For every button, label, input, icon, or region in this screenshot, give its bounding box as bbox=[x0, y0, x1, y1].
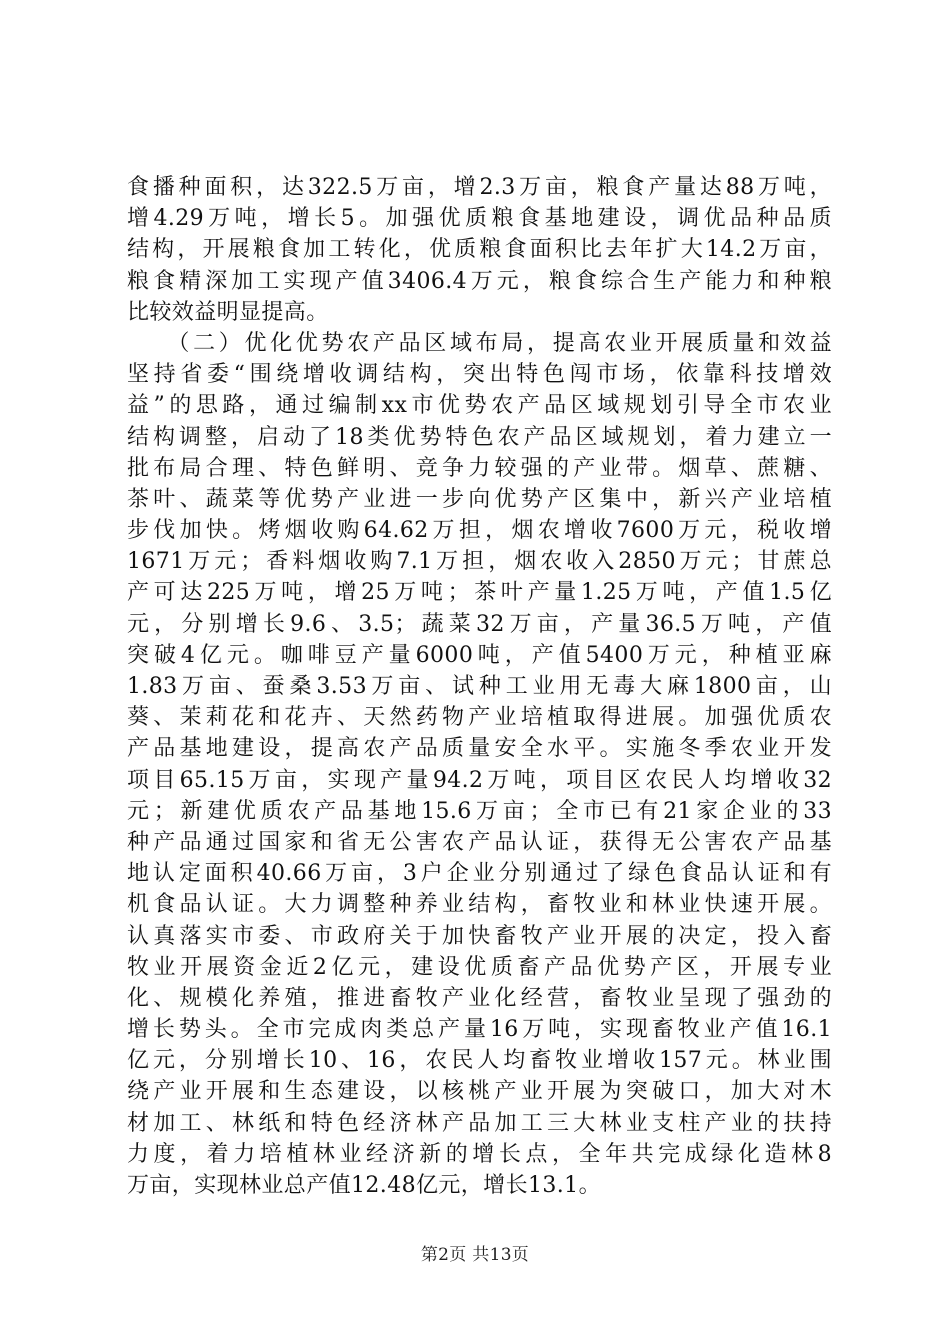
text-line-1: 食播种面积，达322.5万亩，增2.3万亩，粮食产量达88万吨， bbox=[127, 175, 832, 200]
text-line-32: 力度，着力培植林业经济新的增长点，全年共完成绿化造林8 bbox=[127, 1141, 832, 1167]
text-line-15: 元，分别增长9.6、3.5；蔬菜32万亩，产量36.5万吨，产值 bbox=[127, 611, 832, 637]
text-line-16: 突破4亿元。咖啡豆产量6000吨，产值5400万元，种植亚麻 bbox=[127, 642, 832, 668]
text-line-5: 比较效益明显提高。 bbox=[127, 299, 329, 325]
text-line-19: 产品基地建设，提高农产品质量安全水平。实施冬季农业开发 bbox=[127, 736, 832, 762]
text-line-31: 材加工、林纸和特色经济林产品加工三大林业支柱产业的扶持 bbox=[127, 1110, 832, 1136]
text-line-26: 牧业开展资金近2亿元，建设优质畜产品优势产区，开展专业 bbox=[127, 954, 832, 980]
text-line-30: 绕产业开展和生态建设，以核桃产业开展为突破口，加大对木 bbox=[127, 1079, 832, 1105]
text-line-17: 1.83万亩、蚕桑3.53万亩、试种工业用无毒大麻1800亩，山 bbox=[127, 674, 832, 699]
text-line-24: 机食品认证。大力调整种养业结构，畜牧业和林业快速开展。 bbox=[127, 892, 832, 918]
text-line-23: 地认定面积40.66万亩，3户企业分别通过了绿色食品认证和有 bbox=[127, 861, 832, 887]
body-text bbox=[127, 172, 832, 1201]
text-line-14: 产可达225万吨，增25万吨；茶叶产量1.25万吨，产值1.5亿 bbox=[127, 580, 832, 606]
text-line-28: 增长势头。全市完成肉类总产量16万吨，实现畜牧业产值16.1 bbox=[127, 1017, 832, 1043]
text-line-20: 项目65.15万亩，实现产量94.2万吨，项目区农民人均增收32 bbox=[127, 767, 832, 793]
text-line-18: 葵、茉莉花和花卉、天然药物产业培植取得进展。加强优质农 bbox=[127, 705, 832, 731]
text-line-29: 亿元，分别增长10、16，农民人均畜牧业增收157元。林业围 bbox=[127, 1048, 832, 1074]
text-line-7: 坚持省委“围绕增收调结构，突出特色闯市场，依靠科技增效 bbox=[127, 362, 832, 388]
text-line-25: 认真落实市委、市政府关于加快畜牧产业开展的决定，投入畜 bbox=[127, 923, 832, 949]
text-line-4: 粮食精深加工实现产值3406.4万元，粮食综合生产能力和种粮 bbox=[127, 268, 832, 294]
text-line-27: 化、规模化养殖，推进畜牧产业化经营，畜牧业呈现了强劲的 bbox=[127, 985, 832, 1011]
text-line-8: 益”的思路，通过编制xx市优势农产品区域规划引导全市农业 bbox=[127, 393, 832, 419]
text-line-9: 结构调整，启动了18类优势特色农产品区域规划，着力建立一 bbox=[127, 424, 832, 450]
text-line-2: 增4.29万吨，增长5。加强优质粮食基地建设，调优品种品质 bbox=[127, 206, 832, 232]
page-footer: 第2页 共13页 bbox=[420, 1245, 530, 1265]
text-line-33: 万亩，实现林业总产值12.48亿元，增长13.1。 bbox=[127, 1173, 601, 1198]
text-line-11: 茶叶、蔬菜等优势产业进一步向优势产区集中，新兴产业培植 bbox=[127, 486, 832, 512]
text-line-12: 步伐加快。烤烟收购64.62万担，烟农增收7600万元，税收增 bbox=[127, 518, 832, 544]
text-line-13: 1671万元；香料烟收购7.1万担，烟农收入2850万元；甘蔗总 bbox=[127, 549, 832, 575]
text-line-21: 元；新建优质农产品基地15.6万亩；全市已有21家企业的33 bbox=[127, 798, 832, 824]
text-line-10: 批布局合理、特色鲜明、竞争力较强的产业带。烟草、蔗糖、 bbox=[127, 455, 832, 481]
section-heading: （二）优化优势农产品区域布局，提高农业开展质量和效益 bbox=[127, 330, 832, 356]
text-line-3: 结构，开展粮食加工转化，优质粮食面积比去年扩大14.2万亩， bbox=[127, 237, 832, 263]
text-line-22: 种产品通过国家和省无公害农产品认证，获得无公害农产品基 bbox=[127, 829, 832, 855]
